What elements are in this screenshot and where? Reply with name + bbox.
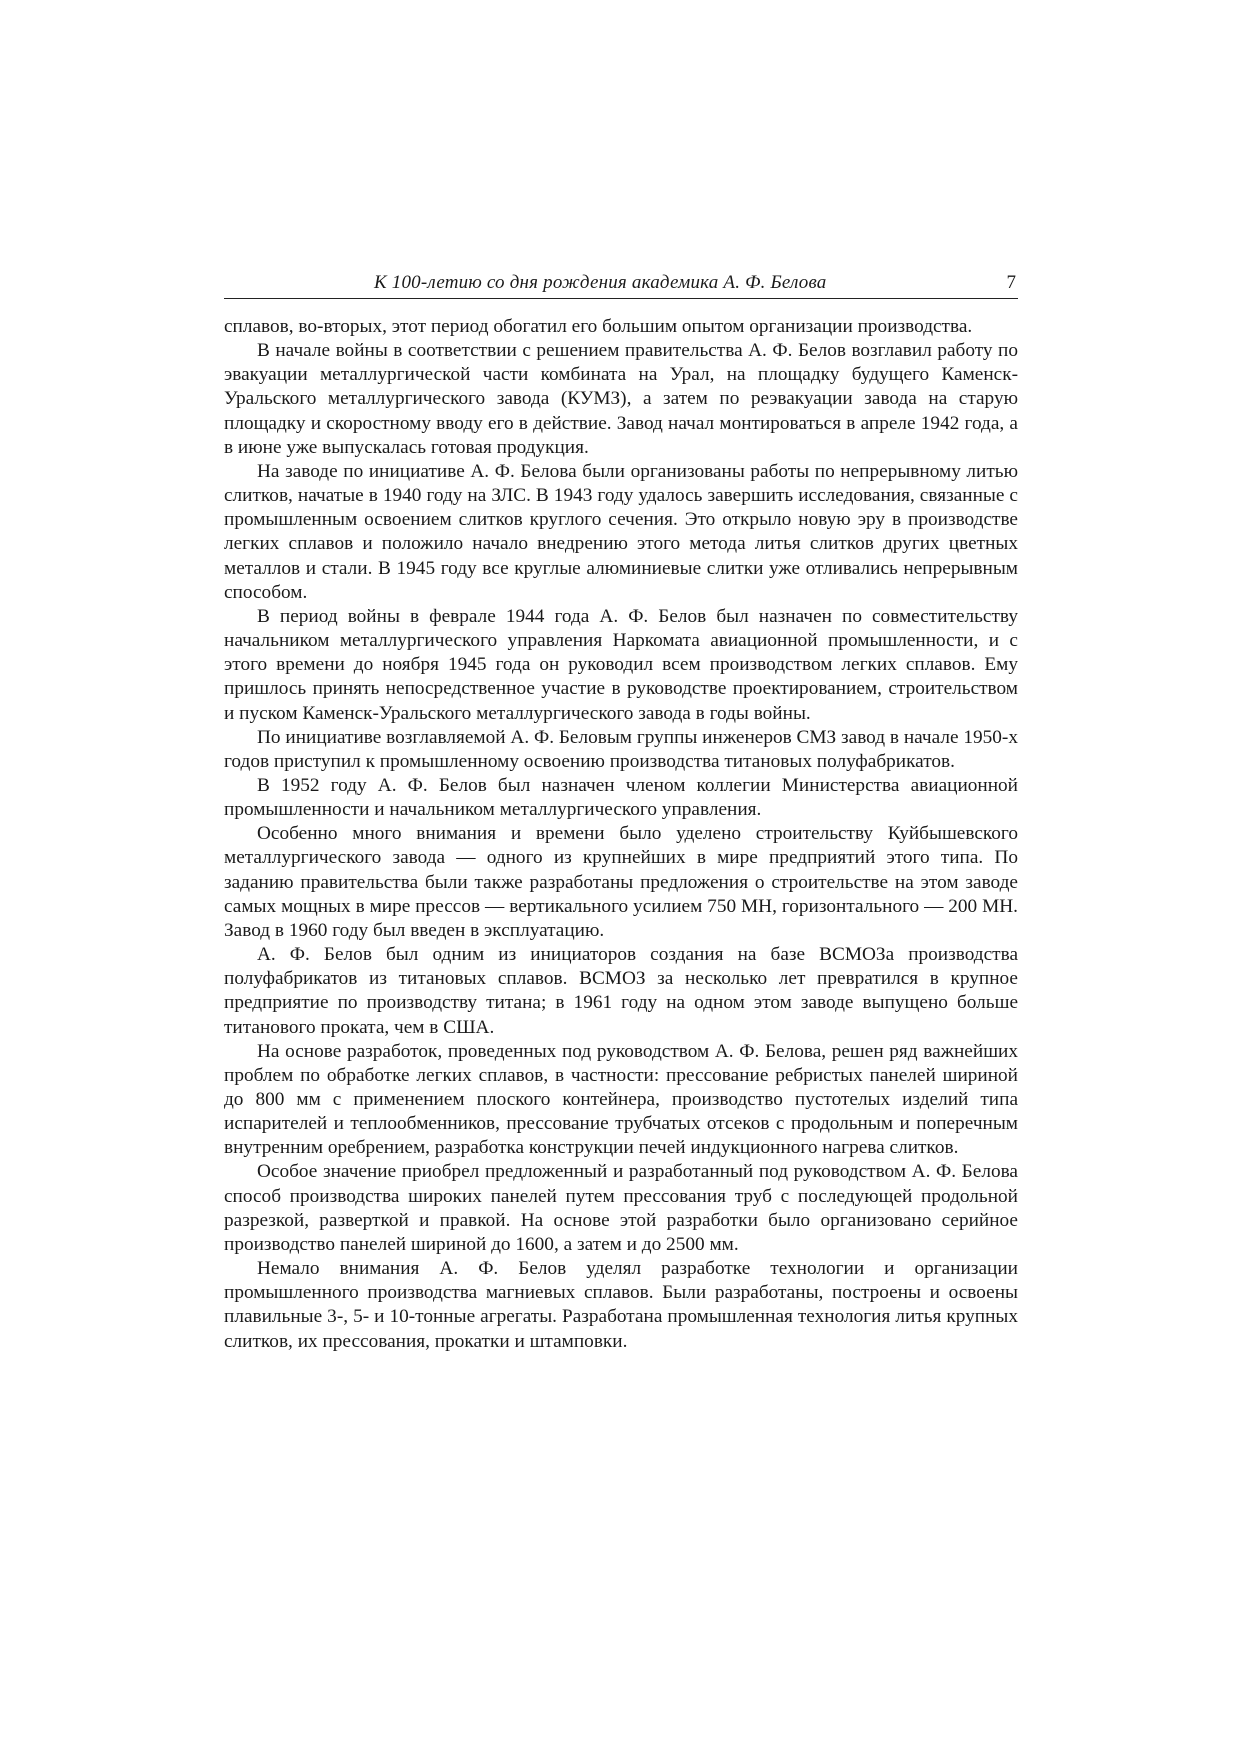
running-title: К 100-летию со дня рождения академика А. Ф. Белова <box>374 272 827 293</box>
body-text <box>224 315 1018 1354</box>
book-page <box>224 272 1018 1354</box>
paragraph: Немало внимания А. Ф. Белов уделял разработке технологии и организации промышленного производства магниевых сплавов. Были разработаны, построены и освоены плавильные 3-, 5- и 10-тонные агрегаты. Разработана промышленная технология литья крупных слитков, их прессования, прокатки и штамповки. <box>224 1258 1018 1352</box>
paragraph: Особое значение приобрел предложенный и разработанный под руководством А. Ф. Белова способ производства широких панелей путем прессования труб с последующей продольной разрезкой, разверткой и правкой. На основе этой разработки было организовано серийное производство панелей шириной до 1600, а затем и до 2500 мм. <box>224 1161 1018 1255</box>
paragraph: В период войны в феврале 1944 года А. Ф. Белов был назначен по совместительству начальником металлургического управления Наркомата авиационной промышленности, и с этого времени до ноября 1945 года он руководил всем производством легких сплавов. Ему пришлось принять непосредственное участие в руководстве проектированием, строительством и пуском Каменск-Уральского металлургического завода в годы войны. <box>224 605 1018 724</box>
running-header <box>224 272 1018 299</box>
paragraph: На заводе по инициативе А. Ф. Белова были организованы работы по непрерывному литью слитков, начатые в 1940 году на ЗЛС. В 1943 году удалось завершить исследования, связанные с промышленным освоением слитков круглого сечения. Это открыло новую эру в производстве легких сплавов и положило начало внедрению этого метода литья слитков других цветных металлов и стали. В 1945 году все круглые алюминиевые слитки уже отливались непрерывным способом. <box>224 460 1018 603</box>
paragraph-continued: сплавов, во-вторых, этот период обогатил его большим опытом организации производства. <box>224 316 973 337</box>
paragraph: В начале войны в соответствии с решением правительства А. Ф. Белов возглавил работу по эвакуации металлургической части комбината на Урал, на площадку будущего Каменск-Уральского металлургического завода (КУМЗ), а затем по реэвакуации завода на старую площадку и скоростному вводу его в действие. Завод начал монтироваться в апреле 1942 года, а в июне уже выпускалась готовая продукция. <box>224 340 1018 458</box>
paragraph: На основе разработок, проведенных под руководством А. Ф. Белова, решен ряд важнейших проблем по обработке легких сплавов, в частности: прессование ребристых панелей шириной до 800 мм с применением плоского контейнера, производство пустотелых изделий типа испарителей и теплообменников, прессование трубчатых отсеков с продольным и поперечным внутренним оребрением, разработка конструкции печей индукционного нагрева слитков. <box>224 1040 1018 1159</box>
paragraph: По инициативе возглавляемой А. Ф. Беловым группы инженеров СМЗ завод в начале 1950-х годов приступил к промышленному освоению производства титановых полуфабрикатов. <box>224 726 1018 772</box>
paragraph: А. Ф. Белов был одним из инициаторов создания на базе ВСМОЗа производства полуфабрикатов из титановых сплавов. ВСМОЗ за несколько лет превратился в крупное предприятие по производству титана; в 1961 году на одном этом заводе выпущено больше титанового проката, чем в США. <box>224 944 1018 1038</box>
paragraph: Особенно много внимания и времени было уделено строительству Куйбышевского металлургического завода — одного из крупнейших в мире предприятий этого типа. По заданию правительства были также разработаны предложения о строительстве на этом заводе самых мощных в мире прессов — вертикального усилием 750 МН, горизонтального — 200 МН. Завод в 1960 году был введен в эксплуатацию. <box>224 823 1018 941</box>
page-number: 7 <box>1006 272 1016 293</box>
paragraph: В 1952 году А. Ф. Белов был назначен членом коллегии Министерства авиационной промышленности и начальником металлургического управления. <box>224 774 1018 821</box>
